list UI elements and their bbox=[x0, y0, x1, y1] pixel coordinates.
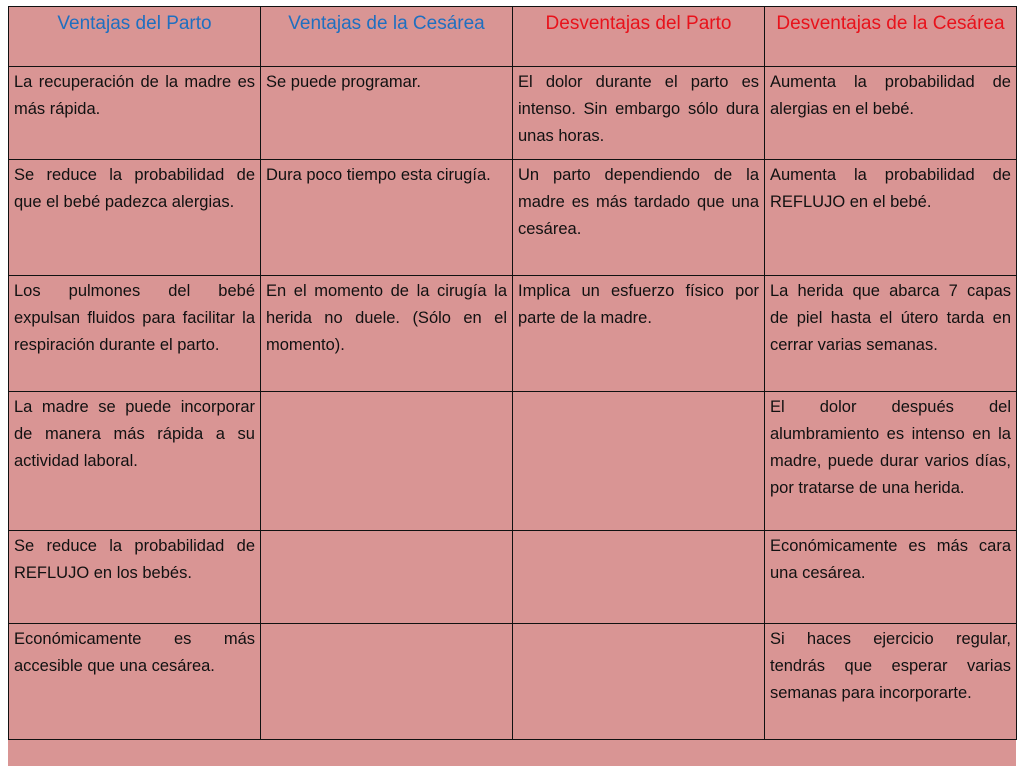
table-cell: Se puede programar. bbox=[261, 67, 513, 160]
table-row bbox=[9, 531, 1017, 624]
table-cell: La recuperación de la madre es más rápida. bbox=[9, 67, 261, 160]
header-ventajas-cesarea: Ventajas de la Cesárea bbox=[261, 7, 513, 67]
table-row bbox=[9, 67, 1017, 160]
table-cell: Aumenta la probabilidad de alergias en el bebé. bbox=[765, 67, 1017, 160]
table-row bbox=[9, 624, 1017, 740]
table-cell bbox=[513, 392, 765, 531]
table-row bbox=[9, 276, 1017, 392]
table-row bbox=[9, 392, 1017, 531]
header-ventajas-parto: Ventajas del Parto bbox=[9, 7, 261, 67]
table-cell: El dolor durante el parto es intenso. Sin embargo sólo dura unas horas. bbox=[513, 67, 765, 160]
table-cell: Si haces ejercicio regular, tendrás que esperar varias semanas para incorporarte. bbox=[765, 624, 1017, 740]
table-cell: La madre se puede incorporar de manera más rápida a su actividad laboral. bbox=[9, 392, 261, 531]
header-desventajas-parto: Desventajas del Parto bbox=[513, 7, 765, 67]
table-cell: La herida que abarca 7 capas de piel hasta el útero tarda en cerrar varias semanas. bbox=[765, 276, 1017, 392]
table-cell: Aumenta la probabilidad de REFLUJO en el bebé. bbox=[765, 160, 1017, 276]
table-cell: Se reduce la probabilidad de REFLUJO en los bebés. bbox=[9, 531, 261, 624]
comparison-slide bbox=[8, 6, 1016, 766]
header-row bbox=[9, 7, 1017, 67]
header-desventajas-cesarea: Desventajas de la Cesárea bbox=[765, 7, 1017, 67]
table-cell: Un parto dependiendo de la madre es más tardado que una cesárea. bbox=[513, 160, 765, 276]
table-cell bbox=[261, 531, 513, 624]
table-row bbox=[9, 160, 1017, 276]
table-cell: Económicamente es más cara una cesárea. bbox=[765, 531, 1017, 624]
table-cell: En el momento de la cirugía la herida no duele. (Sólo en el momento). bbox=[261, 276, 513, 392]
table-cell: Los pulmones del bebé expulsan fluidos para facilitar la respiración durante el parto. bbox=[9, 276, 261, 392]
table-cell bbox=[261, 392, 513, 531]
comparison-table bbox=[8, 6, 1017, 740]
table-cell: El dolor después del alumbramiento es intenso en la madre, puede durar varios días, por tratarse de una herida. bbox=[765, 392, 1017, 531]
table-cell: Económicamente es más accesible que una cesárea. bbox=[9, 624, 261, 740]
table-cell: Se reduce la probabilidad de que el bebé padezca alergias. bbox=[9, 160, 261, 276]
table-cell: Dura poco tiempo esta cirugía. bbox=[261, 160, 513, 276]
table-cell bbox=[513, 624, 765, 740]
table-cell bbox=[261, 624, 513, 740]
table-cell: Implica un esfuerzo físico por parte de la madre. bbox=[513, 276, 765, 392]
table-cell bbox=[513, 531, 765, 624]
